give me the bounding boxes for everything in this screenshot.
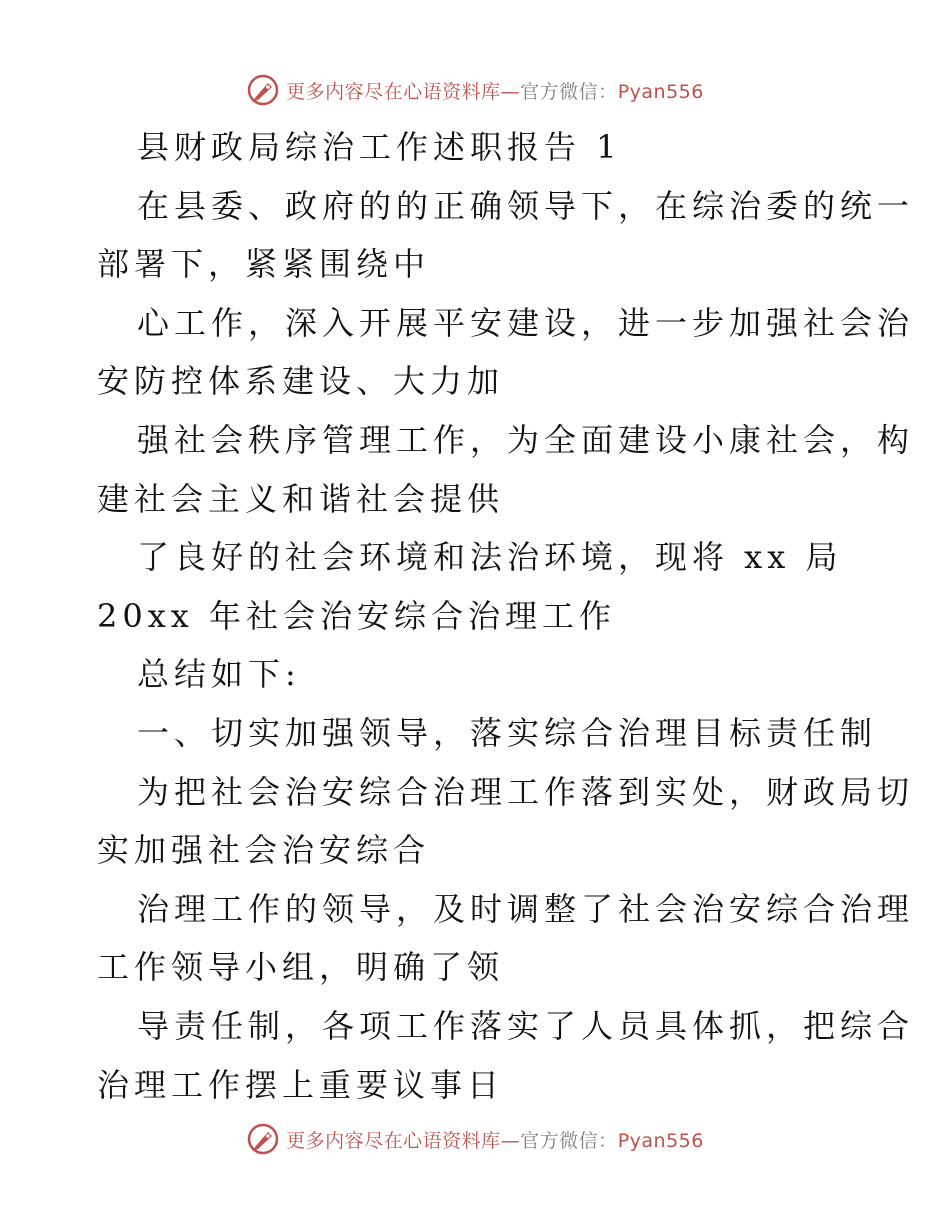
- document-line: 总结如下:: [137, 655, 301, 694]
- footer-wechat-id: Pyan556: [617, 1129, 704, 1152]
- document-line: 治理工作摆上重要议事日: [97, 1065, 505, 1104]
- document-line: 实加强社会治安综合: [97, 831, 431, 870]
- header-site: 更多内容尽在心语资料库: [286, 80, 501, 103]
- document-line: 安防控体系建设、大力加: [97, 362, 505, 401]
- document-line: 部署下，紧紧围绕中: [97, 245, 431, 284]
- document-line: 为把社会治安综合治理工作落到实处，财政局切: [137, 772, 915, 811]
- header-banner: [0, 70, 950, 110]
- pen-nib-icon: [246, 73, 280, 107]
- document-line: 在县委、政府的的正确领导下，在综治委的统一: [137, 186, 915, 225]
- document-line: 建社会主义和谐社会提供: [97, 479, 505, 518]
- document-line: 县财政局综治工作述职报告 1: [137, 128, 622, 166]
- document-line: 了良好的社会环境和法治环境，现将 xx 局: [137, 538, 843, 577]
- document-line: 强社会秩序管理工作，为全面建设小康社会，构: [137, 420, 915, 459]
- document-line: 导责任制，各项工作落实了人员具体抓，把综合: [137, 1006, 915, 1045]
- footer-banner: [0, 1119, 950, 1159]
- document-line: 心工作，深入开展平安建设，进一步加强社会治: [137, 303, 915, 342]
- header-wechat-id: Pyan556: [617, 80, 704, 103]
- header-separator: —: [500, 80, 521, 103]
- document-line: 一、切实加强领导，落实综合治理目标责任制: [137, 713, 878, 752]
- footer-wechat-label: 官方微信：: [520, 1129, 618, 1152]
- footer-site: 更多内容尽在心语资料库: [286, 1129, 501, 1152]
- document-body: [97, 118, 915, 1114]
- pen-nib-icon: [246, 1122, 280, 1156]
- document-line: 治理工作的领导，及时调整了社会治安综合治理: [137, 889, 915, 928]
- document-line: 工作领导小组，明确了领: [97, 948, 505, 987]
- document-line: 20xx 年社会治安综合治理工作: [97, 596, 616, 635]
- header-text: [286, 77, 704, 104]
- header-wechat-label: 官方微信：: [520, 80, 618, 103]
- footer-text: [286, 1126, 704, 1153]
- footer-separator: —: [500, 1129, 521, 1152]
